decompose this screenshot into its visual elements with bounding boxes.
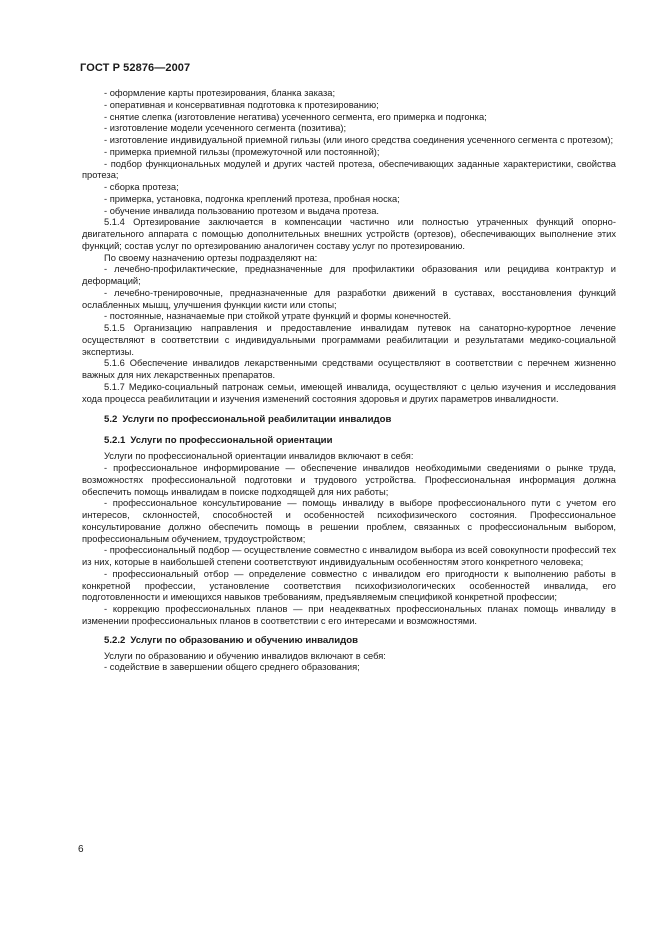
list-item: - сборка протеза; [104, 182, 179, 192]
list-item: - примерка, установка, подгонка креплений протеза, пробная носка; [104, 193, 400, 204]
paragraph-5-1-7: 5.1.7 Медико-социальный патронаж семьи, имеющей инвалида, осуществляют с целью изучения и исследования хода процесса реабилитации и изучения изменений состояния здоровья и других параметров инвалидности. [82, 381, 616, 404]
list-item: - профессиональное консультирование — помощь инвалиду в выборе профессионального пути с учетом его интересов, склонностей, способностей и особенностей психофизического состояния. Профессиональное консультирование должно обеспечить помощь в решении проблем, связанных с профессиональным выбором, профессиональным обучением, трудоустройством; [82, 498, 616, 544]
section-heading-5-2 [82, 414, 616, 426]
section-number: 5.2.1 [104, 435, 126, 447]
paragraph-5-1-6: 5.1.6 Обеспечение инвалидов лекарственными средствами осуществляют в соответствии с перечнем жизненно важных для них лекарственных препаратов. [82, 358, 616, 380]
paragraph-5-1-4: 5.1.4 Ортезирование заключается в компенсации частично или полностью утраченных функций опорно-двигательного аппарата с помощью дополнительных внешних устройств (ортезов), обеспечивающих выполнение этих функций; состав услуг по ортезированию аналогичен составу услуг по протезированию. [82, 217, 616, 251]
page-number: 6 [78, 844, 84, 855]
list-item: - постоянные, назначаемые при стойкой утрате функций и формы конечностей. [104, 311, 452, 322]
section-number: 5.2.2 [104, 634, 126, 646]
list-item: - профессиональный отбор — определение совместно с инвалидом его пригодности к выполнению работы в конкретной профессии, установление соответствия психофизиологических особенностей инвалида, его подготовленности и имеющихся навыков требованиям, предъявляемым спецификой конкретной профессии; [82, 568, 616, 603]
section-heading-5-2-2 [82, 635, 616, 647]
list-item: - подбор функциональных модулей и других частей протеза, обеспечивающих заданные характеристики, свойства протеза; [82, 158, 616, 181]
list-item: - лечебно-профилактические, предназначенные для профилактики образования или рецидива контрактур и деформаций; [82, 264, 616, 286]
list-item: - коррекцию профессиональных планов — при неадекватных профессиональных планах помощь инвалиду в изменении профессиональных планов в соответствии с его интересами и возможностями. [82, 604, 616, 626]
list-item: - изготовление модели усеченного сегмента (позитива); [104, 123, 347, 134]
list-item: - профессиональное информирование — обеспечение инвалидов необходимыми сведениями о рынке труда, возможностях профессиональной подготовки и трудового устройства. Профессиональная информация должна обеспечить помощь инвалидам в поиске подходящей для них работы; [82, 463, 616, 497]
doc-body [82, 88, 616, 674]
list-item: - изготовление индивидуальной приемной гильзы (или иного средства соединения усеченного сегмента с протезом); [104, 135, 614, 145]
list-item: - оформление карты протезирования, бланка заказа; [104, 88, 336, 98]
list-item: - оперативная и консервативная подготовка к протезированию; [104, 99, 379, 110]
list-item: - профессиональный подбор — осуществление совместно с инвалидом выбора из всей совокупности профессий тех из них, которые в наибольшей степени соответствуют индивидуальным особенностям этого конкретного человека; [82, 545, 616, 567]
ortho-purpose-intro: По своему назначению ортезы подразделяют на: [104, 252, 318, 263]
section-title: Услуги по образованию и обучению инвалидов [130, 634, 359, 646]
section-title: Услуги по профессиональной ориентации [130, 435, 333, 447]
list-item: - содействие в завершении общего среднего образования; [104, 662, 360, 673]
section-title: Услуги по профессиональной реабилитации инвалидов [122, 414, 392, 426]
section-number: 5.2 [104, 414, 118, 426]
list-item: - примерка приемной гильзы (промежуточной или постоянной); [104, 146, 380, 157]
list-item: - обучение инвалида пользованию протезом и выдача протеза. [104, 205, 379, 216]
list-item: - снятие слепка (изготовление негатива) усеченного сегмента, его примерка и подгонка; [104, 111, 487, 122]
section-intro: Услуги по образованию и обучению инвалидов включают в себя: [104, 650, 386, 661]
doc-header: ГОСТ Р 52876—2007 [80, 62, 191, 74]
list-item: - лечебно-тренировочные, предназначенные для разработки движений в суставах, восстановления функций ослабленных мышц, улучшения функции кисти или стопы; [82, 287, 616, 310]
section-heading-5-2-1 [82, 435, 616, 447]
paragraph-5-1-5: 5.1.5 Организацию направления и предоставление инвалидам путевок на санаторно-курортное лечение осуществляют в соответствии с индивидуальными программами реабилитации и результатами медико-социальной экспертизы. [82, 323, 616, 357]
section-intro: Услуги по профессиональной ориентации инвалидов включают в себя: [104, 451, 414, 462]
